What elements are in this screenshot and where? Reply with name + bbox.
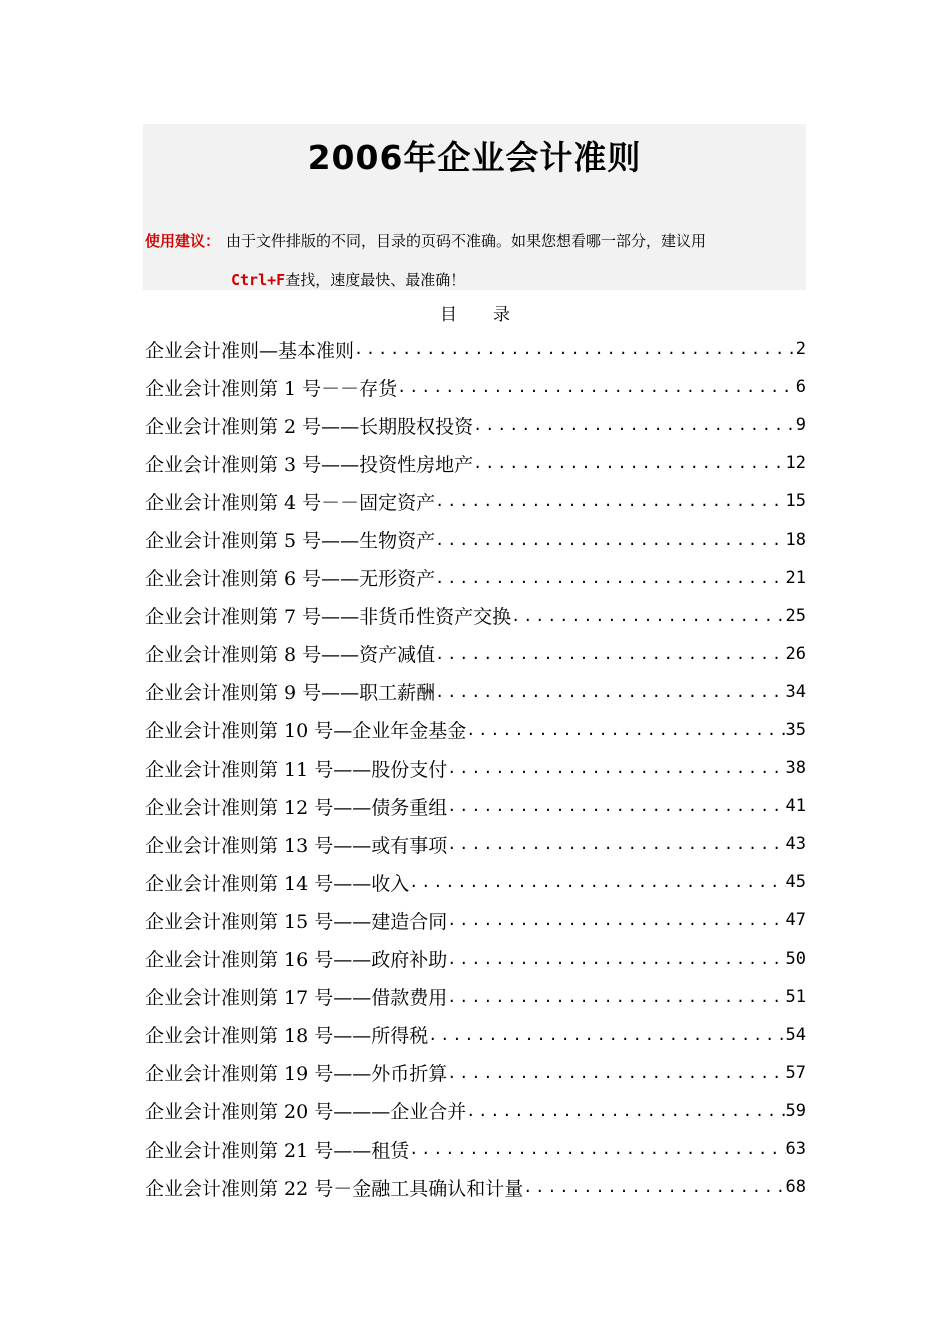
toc-entry[interactable]	[145, 482, 806, 520]
toc-leader-dots	[447, 911, 785, 929]
toc-entry-title: 企业会计准则第 19 号——外币折算	[145, 1063, 448, 1086]
table-of-contents	[145, 330, 806, 1206]
toc-leader-dots	[409, 873, 785, 891]
toc-leader-dots	[435, 531, 785, 549]
toc-leader-dots	[428, 1026, 785, 1044]
toc-entry-title: 企业会计准则—基本准则	[145, 339, 355, 362]
toc-entry-page: 41	[785, 796, 806, 817]
toc-leader-dots	[447, 797, 785, 815]
toc-leader-dots	[435, 569, 785, 587]
toc-entry-page: 25	[785, 605, 806, 626]
toc-entry[interactable]	[145, 749, 806, 787]
toc-entry-page: 18	[785, 529, 806, 550]
toc-entry-title: 企业会计准则第 5 号——生物资产	[145, 530, 436, 553]
toc-entry[interactable]	[145, 863, 806, 901]
toc-leader-dots	[466, 1102, 785, 1120]
toc-entry-page: 2	[795, 339, 806, 360]
toc-entry[interactable]	[145, 1130, 806, 1168]
toc-entry[interactable]	[145, 673, 806, 711]
toc-entry-page: 51	[785, 986, 806, 1007]
toc-entry-title: 企业会计准则第 10 号—企业年金基金	[145, 720, 467, 743]
toc-entry-page: 47	[785, 910, 806, 931]
toc-entry-title: 企业会计准则第 20 号———企业合并	[145, 1101, 467, 1124]
toc-entry[interactable]	[145, 940, 806, 978]
toc-entry-title: 企业会计准则第 22 号－金融工具确认和计量	[145, 1177, 524, 1200]
toc-entry-title: 企业会计准则第 6 号——无形资产	[145, 568, 436, 591]
toc-entry-title: 企业会计准则第 16 号——政府补助	[145, 949, 448, 972]
toc-entry-page: 57	[785, 1062, 806, 1083]
toc-entry-title: 企业会计准则第 15 号——建造合同	[145, 910, 448, 933]
toc-leader-dots	[523, 1178, 785, 1196]
toc-entry-title: 企业会计准则第 17 号——借款费用	[145, 987, 448, 1010]
toc-entry[interactable]	[145, 787, 806, 825]
toc-entry[interactable]	[145, 635, 806, 673]
toc-entry-title: 企业会计准则第 14 号——收入	[145, 872, 410, 895]
toc-entry-title: 企业会计准则第 2 号——长期股权投资	[145, 415, 474, 438]
toc-leader-dots	[511, 607, 785, 625]
toc-entry-page: 59	[785, 1100, 806, 1121]
toc-entry-page: 63	[785, 1139, 806, 1160]
toc-entry-title: 企业会计准则第 18 号——所得税	[145, 1025, 429, 1048]
toc-entry[interactable]	[145, 559, 806, 597]
toc-entry-page: 21	[785, 567, 806, 588]
toc-entry[interactable]	[145, 978, 806, 1016]
toc-entry-page: 50	[785, 948, 806, 969]
toc-entry[interactable]	[145, 444, 806, 482]
advice-text: 由于文件排版的不同，目录的页码不准确。如果您想看哪一部分，建议用	[226, 232, 707, 250]
toc-entry[interactable]	[145, 597, 806, 635]
toc-leader-dots	[466, 721, 785, 739]
usage-advice	[145, 232, 807, 251]
toc-entry[interactable]	[145, 901, 806, 939]
toc-entry-title: 企业会计准则第 9 号——职工薪酬	[145, 682, 436, 705]
toc-leader-dots	[397, 378, 796, 396]
toc-entry[interactable]	[145, 825, 806, 863]
toc-entry-page: 54	[785, 1024, 806, 1045]
toc-entry[interactable]	[145, 406, 806, 444]
toc-entry-page: 35	[785, 719, 806, 740]
toc-entry-title: 企业会计准则第 21 号——租赁	[145, 1139, 410, 1162]
toc-entry-page: 15	[785, 491, 806, 512]
advice-tail: 查找，速度最快、最准确！	[285, 271, 466, 289]
toc-entry[interactable]	[145, 1168, 806, 1206]
toc-leader-dots	[447, 950, 785, 968]
toc-entry-page: 38	[785, 758, 806, 779]
shortcut-key: Ctrl+F	[231, 271, 286, 289]
toc-entry-title: 企业会计准则第 11 号——股份支付	[145, 758, 448, 781]
toc-entry-page: 68	[785, 1177, 806, 1198]
toc-entry-title: 企业会计准则第 1 号－－存货	[145, 377, 398, 400]
toc-leader-dots	[409, 1140, 785, 1158]
toc-entry-title: 企业会计准则第 4 号－－固定资产	[145, 491, 436, 514]
toc-leader-dots	[473, 454, 785, 472]
toc-leader-dots	[435, 492, 785, 510]
toc-entry-title: 企业会计准则第 3 号——投资性房地产	[145, 453, 474, 476]
toc-heading: 目录	[440, 305, 546, 325]
toc-entry-title: 企业会计准则第 13 号——或有事项	[145, 834, 448, 857]
toc-leader-dots	[447, 988, 785, 1006]
toc-leader-dots	[473, 416, 796, 434]
toc-entry-page: 43	[785, 834, 806, 855]
toc-entry[interactable]	[145, 330, 806, 368]
toc-entry[interactable]	[145, 368, 806, 406]
toc-entry-title: 企业会计准则第 12 号——债务重组	[145, 796, 448, 819]
toc-entry[interactable]	[145, 711, 806, 749]
toc-entry-page: 6	[795, 377, 806, 398]
header-banner	[143, 124, 806, 290]
toc-entry-page: 26	[785, 643, 806, 664]
toc-leader-dots	[447, 835, 785, 853]
toc-entry-page: 45	[785, 872, 806, 893]
toc-leader-dots	[447, 1064, 785, 1082]
toc-entry-page: 9	[795, 415, 806, 436]
toc-entry[interactable]	[145, 520, 806, 558]
toc-entry-title: 企业会计准则第 8 号——资产减值	[145, 644, 436, 667]
toc-entry[interactable]	[145, 1016, 806, 1054]
toc-leader-dots	[447, 759, 785, 777]
document-title: 2006年企业会计准则	[307, 138, 642, 177]
toc-leader-dots	[435, 683, 785, 701]
usage-advice-line2	[231, 269, 465, 290]
toc-entry-title: 企业会计准则第 7 号——非货币性资产交换	[145, 606, 512, 629]
toc-leader-dots	[435, 645, 785, 663]
toc-entry[interactable]	[145, 1054, 806, 1092]
advice-label: 使用建议：	[145, 232, 221, 250]
toc-leader-dots	[354, 340, 796, 358]
toc-entry-page: 34	[785, 681, 806, 702]
toc-entry[interactable]	[145, 1092, 806, 1130]
toc-entry-page: 12	[785, 453, 806, 474]
